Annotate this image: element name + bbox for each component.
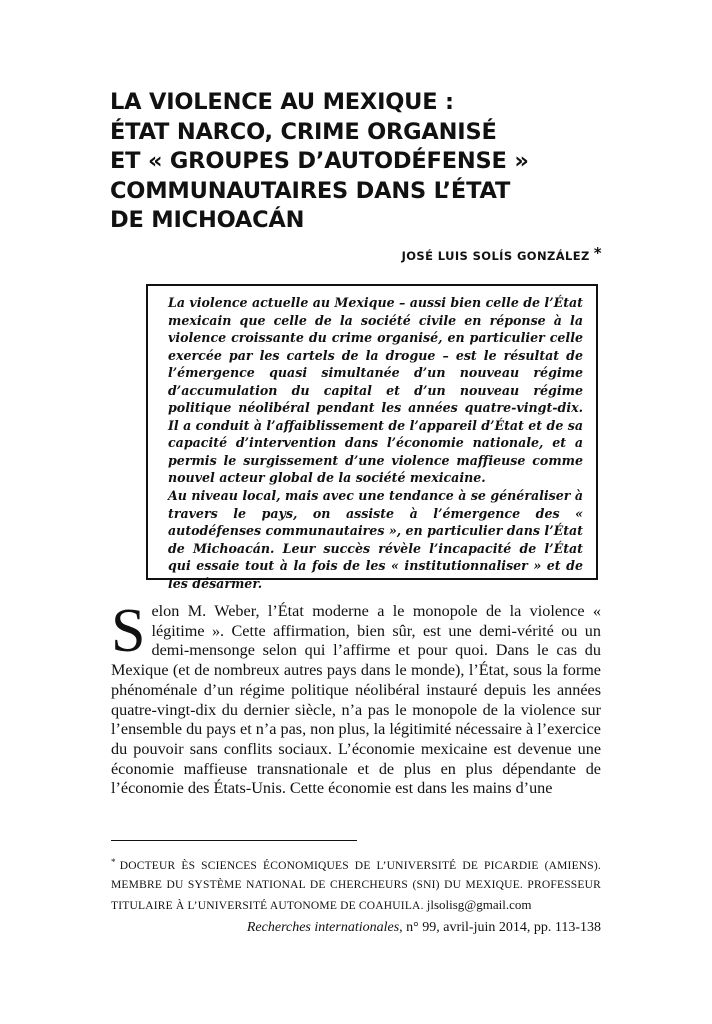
- footnote: [111, 853, 601, 916]
- title-line: DE MICHOACÁN: [110, 207, 305, 233]
- body-text: [111, 597, 601, 799]
- title-line: COMMUNAUTAIRES DANS L’ÉTAT: [110, 177, 511, 204]
- author-email: jlsolisg@gmail.com: [426, 897, 532, 912]
- citation-details: , n° 99, avril-juin 2014, pp. 113-138: [399, 920, 601, 935]
- journal-citation: [247, 920, 601, 936]
- article-title: [110, 88, 610, 236]
- author-line: [402, 244, 602, 263]
- abstract-paragraph: La violence actuelle au Mexique – aussi bien celle de l’État mexicain que celle de la société civile en réponse à la violence croissante du crime organisé, en particulier celle exercée par les cartels de la drogue – est le résultat de l’émergence quasi simultanée d’un nouveau régime d’accumulation du capital et d’un nouveau régime politique néolibéral pendant les années quatre-vingt-dix. Il a conduit à l’affaiblissement de l’appareil d’État et de sa capacité d’intervention dans l’économie nationale, et a permis le surgissement d’une violence maffieuse comme nouvel acteur global de la société mexicaine.: [168, 295, 583, 486]
- drop-cap: S: [111, 597, 146, 665]
- body-paragraph-text: elon M. Weber, l’État moderne a le monopole de la violence « légitime ». Cette affirmation, bien sûr, est une demi-vérité ou un demi-mensonge selon qui l’affirme et pour quoi. Dans le cas du Mexique (et de nombreux autres pays dans le monde), l’État, sous la forme phénoménale d’un régime politique néolibéral instauré depuis les années quatre-vingt-dix du dernier siècle, n’a pas le monopole de la violence sur l’ensemble du pays et n’a pas, non plus, la légitimité nécessaire à l’exercice du pouvoir sans conflits sociaux. L’économie mexicaine est devenue une économie maffieuse transnationale et de plus en plus dépendante de l’économie des États-Unis. Cette économie est dans les mains d’une: [111, 602, 601, 798]
- author-name: JOSÉ LUIS SOLÍS GONZÁLEZ: [401, 249, 590, 263]
- title-line: ET « GROUPES D’AUTODÉFENSE »: [110, 148, 529, 174]
- footnote-text: DOCTEUR ÈS SCIENCES ÉCONOMIQUES DE L’UNIVERSITÉ DE PICARDIE (AMIENS). MEMBRE DU SYSTÈME NATIONAL DE CHERCHEURS (SNI) DU MEXIQUE. PROFESSEUR TITULAIRE À L’UNIVERSITÉ AUTONOME DE COAHUILA.: [111, 860, 601, 912]
- title-line: LA VIOLENCE AU MEXIQUE :: [110, 89, 454, 115]
- footnote-mark: *: [111, 857, 116, 867]
- footnote-separator: [111, 840, 357, 841]
- abstract-box: [146, 284, 598, 591]
- body-paragraph: [111, 597, 601, 799]
- author-footnote-mark: *: [593, 244, 602, 262]
- title-line: ÉTAT NARCO, CRIME ORGANISÉ: [110, 118, 497, 145]
- journal-name: Recherches internationales: [246, 920, 400, 935]
- abstract-paragraph: Au niveau local, mais avec une tendance à se généraliser à travers le pays, on assiste à l’émergence des « autodéfenses communautaires », en particulier dans l’État de Michoacán. Leur succès révèle l’incapacité de l’État qui essaie tout à la fois de les « institutionnaliser » et de les désarmer.: [168, 488, 583, 591]
